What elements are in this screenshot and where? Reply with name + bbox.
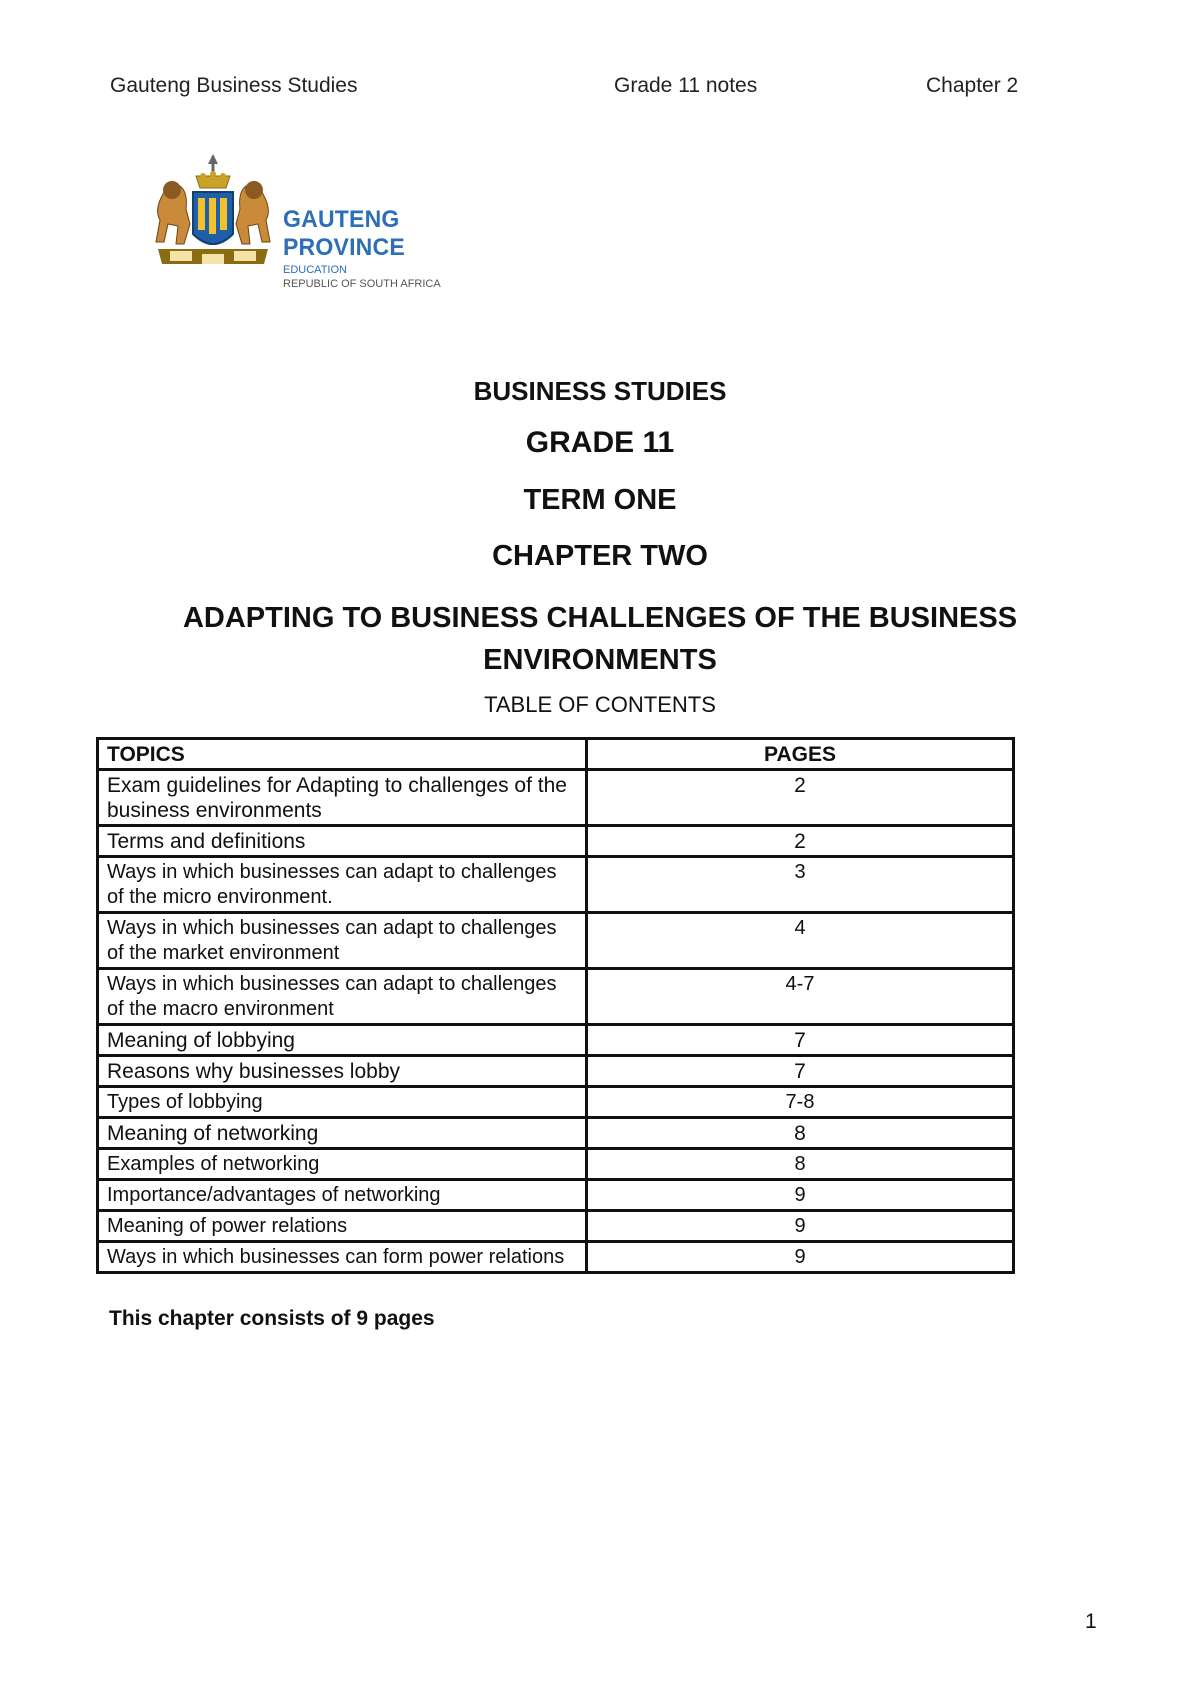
toc-table	[96, 737, 1015, 1274]
toc-topic: Importance/advantages of networking	[98, 1180, 587, 1211]
gauteng-logo	[148, 154, 508, 290]
table-row	[98, 770, 1014, 826]
toc-topic: Meaning of lobbying	[98, 1025, 587, 1056]
coat-of-arms-icon	[148, 154, 278, 274]
chapter-title: CHAPTER TWO	[492, 540, 708, 572]
toc-topic: Types of lobbying	[98, 1087, 587, 1118]
toc-pages: 4-7	[587, 969, 1014, 1025]
toc-header-topics: TOPICS	[98, 739, 587, 770]
table-row	[98, 1242, 1014, 1273]
toc-topic: Exam guidelines for Adapting to challenges of the business environments	[98, 770, 587, 826]
table-row	[98, 969, 1014, 1025]
header-middle: Grade 11 notes	[614, 74, 758, 97]
toc-pages: 4	[587, 913, 1014, 969]
toc-topic: Ways in which businesses can adapt to challenges of the market environment	[98, 913, 587, 969]
table-row	[98, 826, 1014, 857]
toc-topic: Terms and definitions	[98, 826, 587, 857]
page-number: 1	[1085, 1610, 1097, 1633]
topic-title	[0, 597, 1200, 681]
chapter-page-count-note: This chapter consists of 9 pages	[109, 1307, 435, 1330]
toc-header-row	[98, 739, 1014, 770]
table-row	[98, 913, 1014, 969]
subject-title: BUSINESS STUDIES	[473, 376, 727, 406]
toc-pages: 9	[587, 1242, 1014, 1273]
logo-department: EDUCATION	[283, 264, 347, 276]
toc-header-pages: PAGES	[587, 739, 1014, 770]
logo-text	[283, 206, 508, 290]
toc-pages: 2	[587, 826, 1014, 857]
grade-title: GRADE 11	[525, 426, 675, 459]
toc-topic: Ways in which businesses can adapt to challenges of the macro environment	[98, 969, 587, 1025]
toc-pages: 7	[587, 1025, 1014, 1056]
table-row	[98, 1025, 1014, 1056]
logo-country: REPUBLIC OF SOUTH AFRICA	[283, 278, 441, 290]
topic-title-text: ADAPTING TO BUSINESS CHALLENGES OF THE BUSINESS ENVIRONMENTS	[182, 602, 1018, 676]
toc-pages: 7-8	[587, 1087, 1014, 1118]
toc-pages: 2	[587, 770, 1014, 826]
table-row	[98, 1118, 1014, 1149]
toc-pages: 7	[587, 1056, 1014, 1087]
toc-pages: 9	[587, 1180, 1014, 1211]
toc-pages: 8	[587, 1118, 1014, 1149]
term-title: TERM ONE	[523, 484, 677, 516]
table-row	[98, 1149, 1014, 1180]
toc-heading: TABLE OF CONTENTS	[484, 692, 716, 717]
toc-pages: 8	[587, 1149, 1014, 1180]
header-left: Gauteng Business Studies	[110, 74, 358, 97]
toc-pages: 9	[587, 1211, 1014, 1242]
table-row	[98, 1180, 1014, 1211]
toc-topic: Examples of networking	[98, 1149, 587, 1180]
table-row	[98, 1087, 1014, 1118]
table-row	[98, 1056, 1014, 1087]
toc-topic: Meaning of networking	[98, 1118, 587, 1149]
toc-topic: Ways in which businesses can form power relations	[98, 1242, 587, 1273]
toc-topic: Ways in which businesses can adapt to challenges of the micro environment.	[98, 857, 587, 913]
toc-pages: 3	[587, 857, 1014, 913]
table-row	[98, 857, 1014, 913]
table-row	[98, 1211, 1014, 1242]
header-right: Chapter 2	[926, 74, 1019, 97]
toc-topic: Reasons why businesses lobby	[98, 1056, 587, 1087]
toc-topic: Meaning of power relations	[98, 1211, 587, 1242]
logo-province: GAUTENG PROVINCE	[283, 206, 405, 261]
